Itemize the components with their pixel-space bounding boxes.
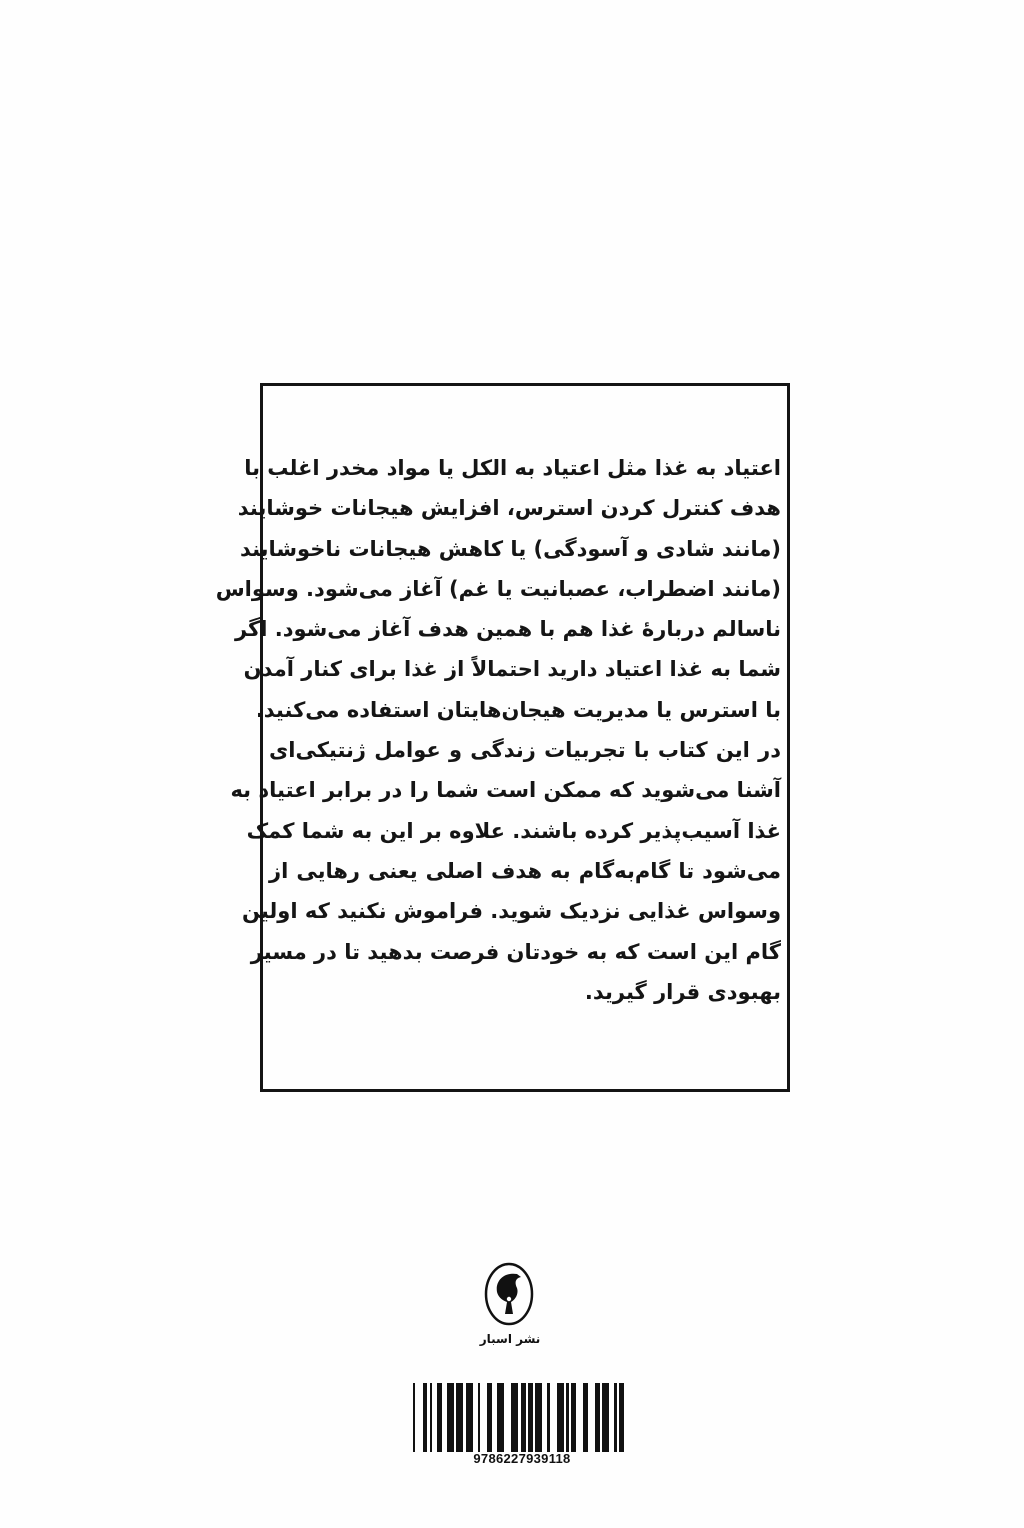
- barcode-bar: [504, 1383, 511, 1452]
- blurb-line: شما به غذا اعتیاد دارید احتمالاً از غذا برای کنار آمدن: [243, 657, 781, 682]
- blurb-line: وسواس غذایی نزدیک شوید. فراموش نکنید که اولین: [241, 899, 781, 924]
- barcode-bar: [511, 1383, 518, 1452]
- blurb-line: می‌شود تا گام‌به‌گام به هدف اصلی یعنی رهایی از: [269, 858, 781, 883]
- blurb-line: هدف کنترل کردن استرس، افزایش هیجانات خوشایند: [237, 496, 781, 521]
- blurb-line: گام این است که به خودتان فرصت بدهید تا در مسیر: [250, 939, 781, 964]
- blurb-line: با استرس یا مدیریت هیجان‌هایتان استفاده می‌کنید.: [255, 697, 781, 722]
- barcode-bar: [447, 1383, 454, 1452]
- barcode-bar: [456, 1383, 463, 1452]
- barcode-bar: [466, 1383, 473, 1452]
- barcode-bar: [550, 1383, 557, 1452]
- barcode: [413, 1383, 629, 1452]
- blurb-line: ناسالم دربارهٔ غذا هم با همین هدف آغاز می‌شود. اگر: [234, 617, 781, 642]
- barcode-bar: [588, 1383, 595, 1452]
- barcode-bar: [535, 1383, 542, 1452]
- blurb-text: [215, 448, 781, 1012]
- barcode-bar: [480, 1383, 487, 1452]
- barcode-bar: [602, 1383, 609, 1452]
- blurb-line: (مانند شادی و آسودگی) یا کاهش هیجانات ناخوشایند: [239, 536, 781, 561]
- blurb-line: غذا آسیب‌پذیر کرده باشند. علاوه بر این به شما کمک: [246, 818, 781, 843]
- blurb-line: آشنا می‌شوید که ممکن است شما را در برابر اعتیاد به: [230, 778, 781, 803]
- barcode-bar: [557, 1383, 564, 1452]
- isbn-number: 9786227939118: [473, 1451, 571, 1466]
- blurb-line: بهبودی قرار گیرید.: [584, 979, 781, 1004]
- barcode-bar: [624, 1383, 629, 1452]
- barcode-bar: [497, 1383, 504, 1452]
- publisher-logo-icon: [483, 1262, 535, 1326]
- publisher-name: نشر اسبار: [479, 1332, 541, 1346]
- blurb-box: [215, 383, 790, 1092]
- barcode-bar: [415, 1383, 422, 1452]
- barcode-bar: [576, 1383, 583, 1452]
- blurb-line: در این کتاب با تجربیات زندگی و عوامل ژنتیکی‌ای: [269, 738, 781, 763]
- blurb-line: اعتیاد به غذا مثل اعتیاد به الکل یا مواد مخدر اغلب با: [244, 456, 781, 480]
- blurb-line: (مانند اضطراب، عصبانیت یا غم) آغاز می‌شود. وسواس: [215, 576, 781, 601]
